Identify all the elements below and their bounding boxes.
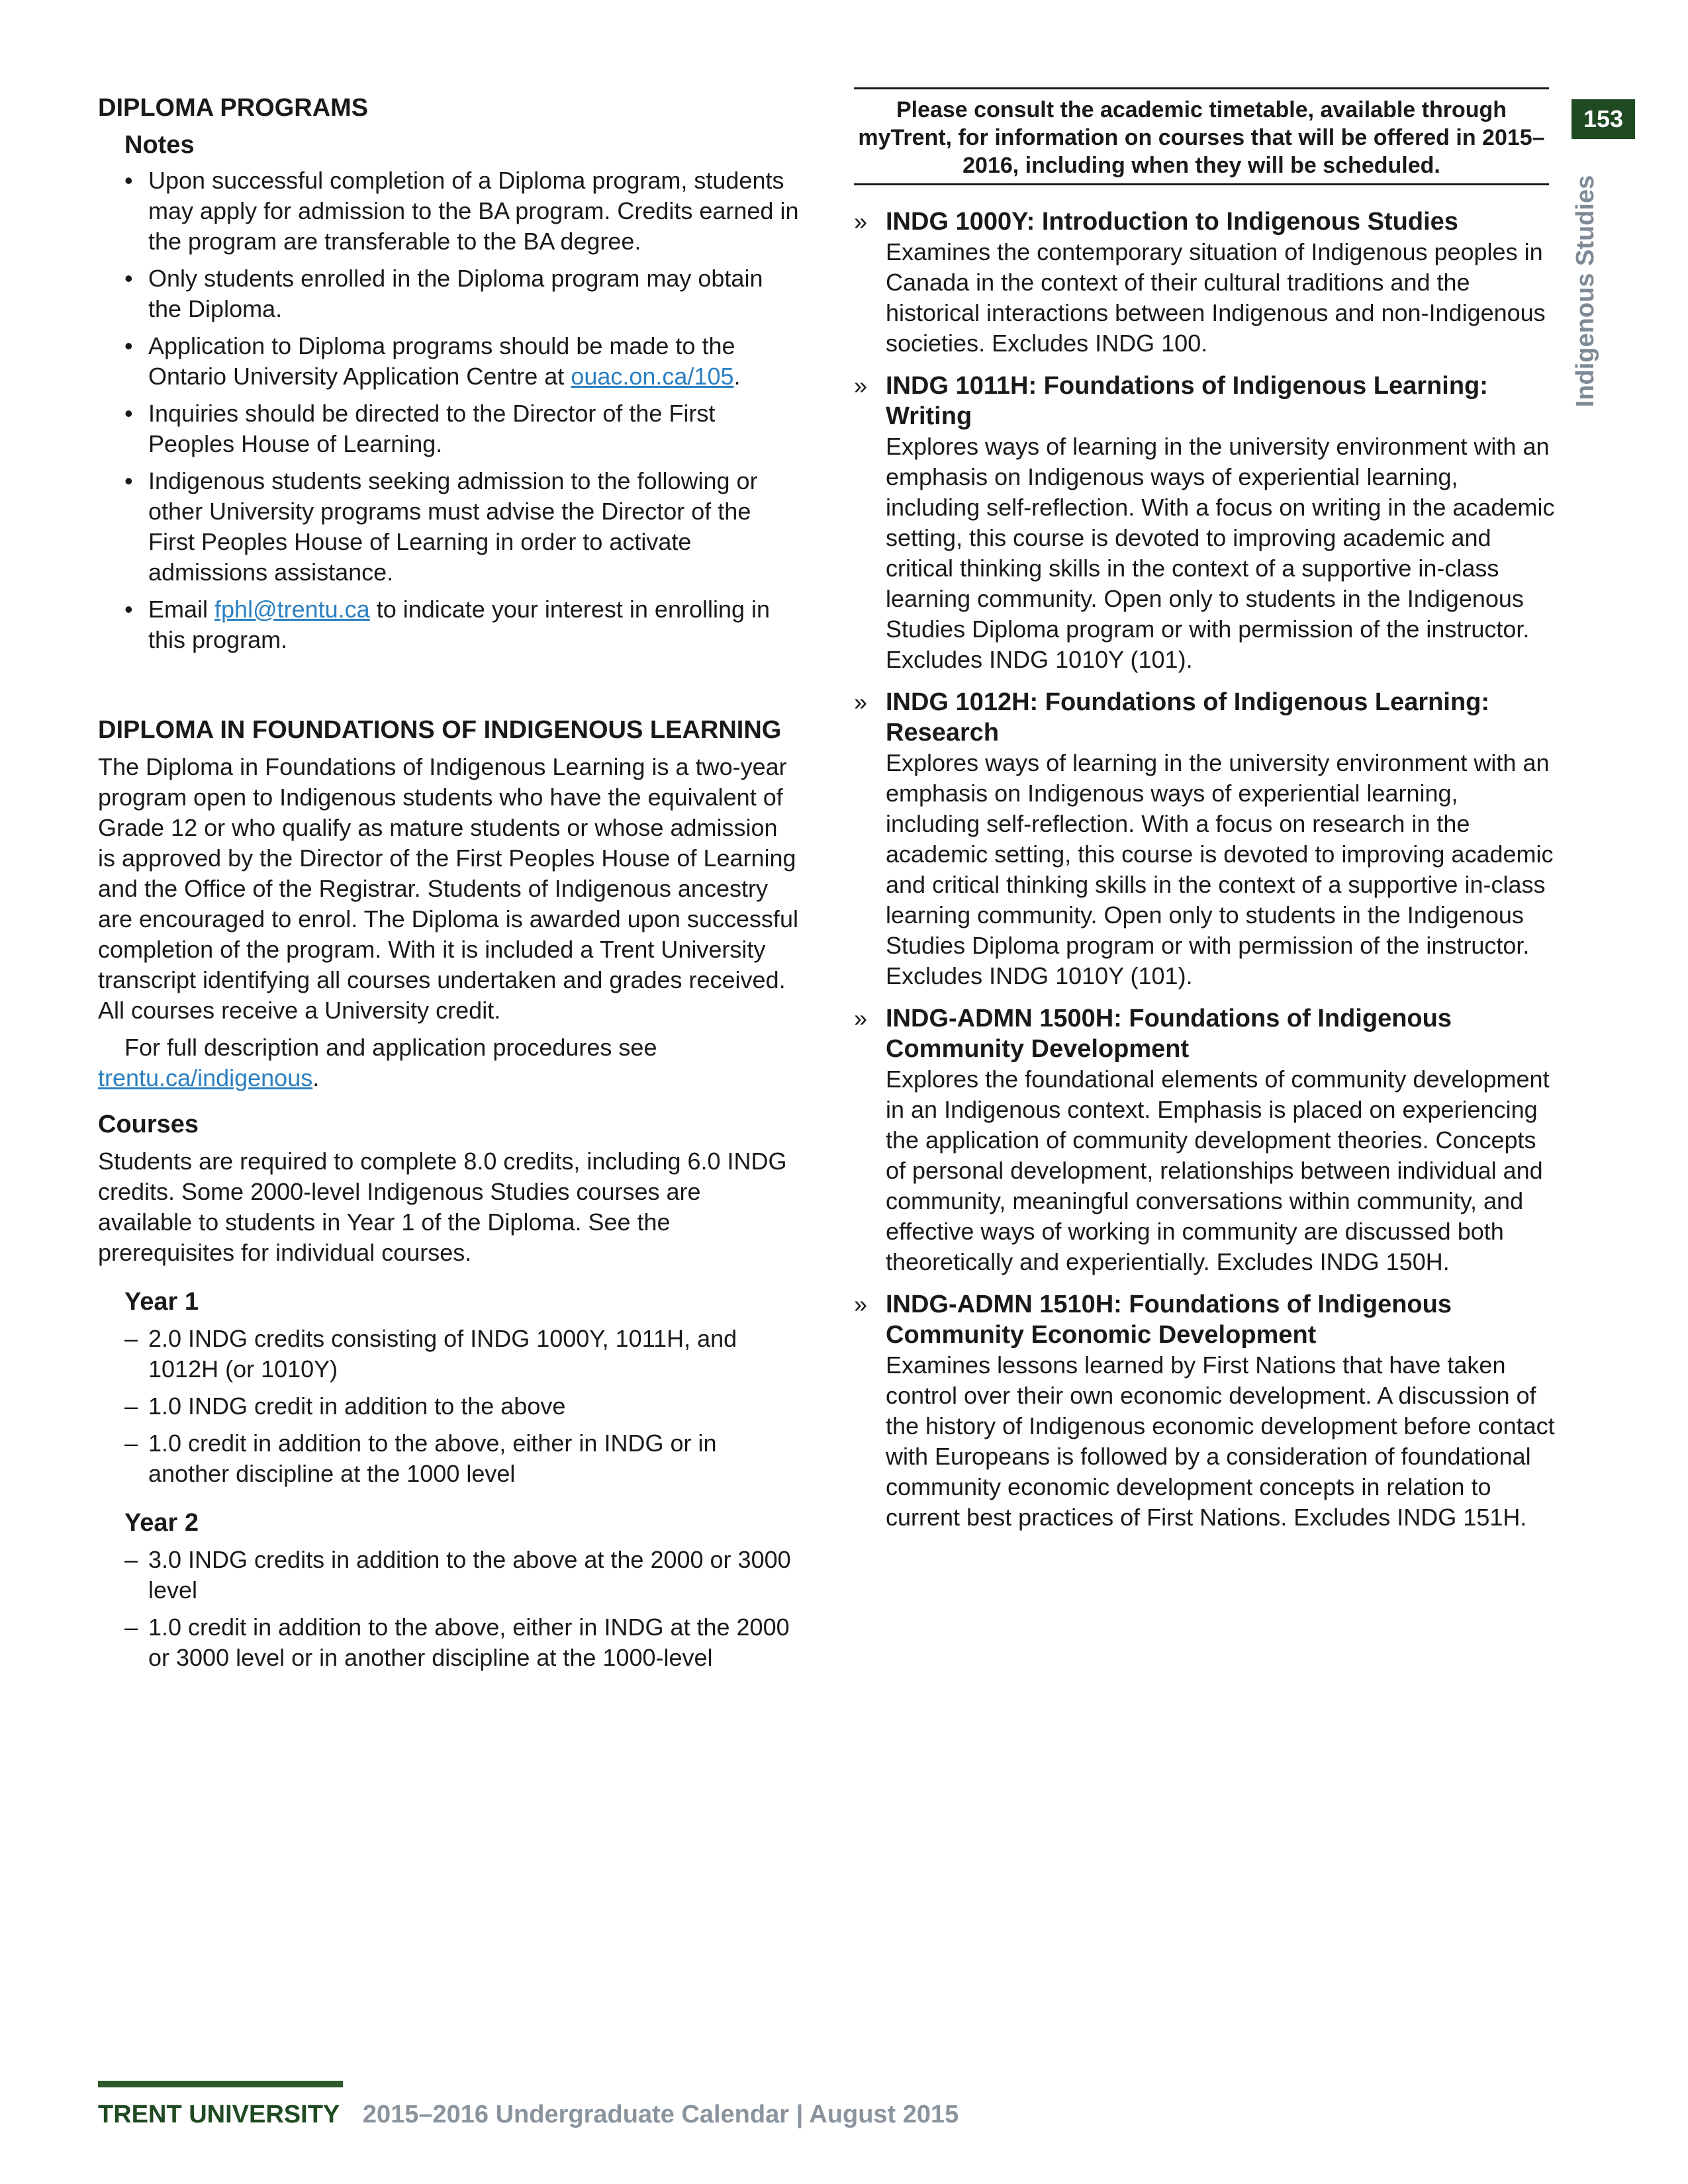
course-title: INDG 1000Y: Introduction to Indigenous Studies [886, 208, 1458, 236]
course-entry [854, 687, 1556, 991]
footer-calendar: 2015–2016 Undergraduate Calendar | August 2015 [362, 2101, 959, 2128]
chevron-right-icon: » [854, 372, 868, 399]
courses-paragraph: Students are required to complete 8.0 credits, including 6.0 INDG credits. Some 2000-level Indigenous Studies courses are available to students in Year 1 of the Diploma. See the prerequisites for individual courses. [98, 1148, 787, 1266]
course-entry [854, 1003, 1556, 1277]
note-item: • Upon successful completion of a Diploma program, students may apply for admission to the BA program. Credits earned in the program are transferable to the BA degree. [124, 167, 799, 255]
note-item: • Email fphl@trentu.ca to indicate your interest in enrolling in this program. [124, 596, 771, 653]
year2-heading: Year 2 [124, 1509, 199, 1537]
bullet-icon: • [124, 596, 133, 623]
year1-list [98, 1324, 800, 1489]
diploma-foundations-heading: DIPLOMA IN FOUNDATIONS OF INDIGENOUS LEARNING [98, 716, 782, 744]
indigenous-link[interactable]: trentu.ca/indigenous [98, 1064, 313, 1091]
page-number: 153 [1571, 99, 1635, 139]
course-entry [854, 206, 1556, 359]
bullet-icon: • [124, 400, 133, 427]
courses-heading: Courses [98, 1111, 199, 1138]
dash-icon: – [124, 1614, 138, 1641]
chevron-right-icon: » [854, 688, 868, 715]
note-item: • Indigenous students seeking admission to the following or other University programs must advise the Director of the First Peoples House of Learning in order to activate admissions assistance. [124, 467, 758, 586]
note-item: • Application to Diploma programs should be made to the Ontario University Application Centre at ouac.on.ca/105. [124, 332, 741, 390]
chevron-right-icon: » [854, 1291, 868, 1318]
diploma-programs-heading: DIPLOMA PROGRAMS [98, 94, 369, 122]
notes-heading: Notes [124, 131, 195, 159]
list-item: – 1.0 credit in addition to the above, either in INDG or in another discipline at the 1000 level [124, 1430, 717, 1487]
course-entry [854, 371, 1556, 675]
right-column [854, 206, 1556, 1545]
dash-icon: – [124, 1325, 138, 1352]
course-description: Explores ways of learning in the university environment with an emphasis on Indigenous ways of experiential learning, including self-reflection. With a focus on writing in the academic setting, this course is devoted to improving academic and critical thinking skills in the context of a supportive in-class learning community. Open only to students in the Indigenous Studies Diploma program or with permission of the instructor. Excludes INDG 1010Y (101). [886, 433, 1555, 673]
course-description: Examines lessons learned by First Nations that have taken control over their own economic development. A discussion of the history of Indigenous economic development before contact with Europeans is followed by a consideration of foundational community economic development concepts in relation to current best practices of First Nations. Excludes INDG 151H. [886, 1351, 1555, 1531]
bullet-icon: • [124, 332, 133, 359]
list-item: – 1.0 INDG credit in addition to the above [98, 1391, 800, 1422]
left-column [98, 93, 800, 1680]
diploma-paragraph: The Diploma in Foundations of Indigenous Learning is a two-year program open to Indigenous students who have the equivalent of Grade 12 or who qualify as mature students or whose admission is approved by the Director of the First Peoples House of Learning and the Office of the Registrar. Students of Indigenous ancestry are encouraged to enrol. The Diploma is awarded upon successful completion of the program. With it is included a Trent University transcript identifying all courses undertaken and grades received. All courses receive a University credit. [98, 753, 798, 1024]
notes-list [98, 165, 800, 655]
year1-heading: Year 1 [124, 1288, 199, 1316]
list-item: – 1.0 credit in addition to the above, either in INDG at the 2000 or 3000 level or in another discipline at the 1000-level [124, 1614, 790, 1671]
chevron-right-icon: » [854, 1005, 868, 1032]
dash-icon: – [124, 1430, 138, 1457]
dash-icon: – [124, 1392, 138, 1420]
course-title: INDG 1012H: Foundations of Indigenous Learning: Research [886, 688, 1490, 747]
note-item: • Only students enrolled in the Diploma program may obtain the Diploma. [124, 265, 763, 322]
section-side-label: Indigenous Studies [1571, 175, 1599, 408]
course-title: INDG-ADMN 1510H: Foundations of Indigenous Community Economic Development [886, 1291, 1452, 1349]
chevron-right-icon: » [854, 208, 868, 235]
list-item: – 2.0 INDG credits consisting of INDG 1000Y, 1011H, and 1012H (or 1010Y) [124, 1325, 737, 1383]
list-item: – 3.0 INDG credits in addition to the above at the 2000 or 3000 level [124, 1546, 791, 1604]
bullet-icon: • [124, 265, 133, 292]
course-description: Explores the foundational elements of community development in an Indigenous context. Emphasis is placed on experiencing the application of community development theories. Concepts of personal development, relationships between individual and community, meaningful conversations within community, and effective ways of working in community are discussed both theoretically and experientially. Excludes INDG 150H. [886, 1066, 1550, 1275]
timetable-notice: Please consult the academic timetable, available through myTrent, for information on courses that will be offered in 2015–2016, including when they will be scheduled. [854, 87, 1549, 185]
bullet-icon: • [124, 167, 133, 194]
year2-list [98, 1545, 800, 1673]
course-title: INDG-ADMN 1500H: Foundations of Indigenous Community Development [886, 1005, 1452, 1063]
full-description-paragraph: For full description and application procedures see trentu.ca/indigenous. [98, 1034, 657, 1091]
footer-university: TRENT UNIVERSITY [98, 2101, 340, 2128]
course-description: Examines the contemporary situation of Indigenous peoples in Canada in the context of their cultural traditions and the historical interactions between Indigenous and non-Indigenous societies. Excludes INDG 100. [886, 238, 1546, 357]
footer [98, 2098, 959, 2131]
course-entry [854, 1289, 1556, 1533]
email-link[interactable]: fphl@trentu.ca [214, 596, 370, 623]
footer-divider [98, 2081, 343, 2087]
bullet-icon: • [124, 467, 133, 494]
course-description: Explores ways of learning in the university environment with an emphasis on Indigenous ways of experiential learning, including self-reflection. With a focus on research in the academic setting, this course is devoted to improving academic and critical thinking skills in the context of a supportive in-class learning community. Open only to students in the Indigenous Studies Diploma program or with permission of the instructor. Excludes INDG 1010Y (101). [886, 749, 1554, 989]
ouac-link[interactable]: ouac.on.ca/105 [571, 363, 734, 390]
note-item: • Inquiries should be directed to the Director of the First Peoples House of Learning. [124, 400, 716, 457]
dash-icon: – [124, 1546, 138, 1573]
course-title: INDG 1011H: Foundations of Indigenous Learning: Writing [886, 372, 1488, 430]
